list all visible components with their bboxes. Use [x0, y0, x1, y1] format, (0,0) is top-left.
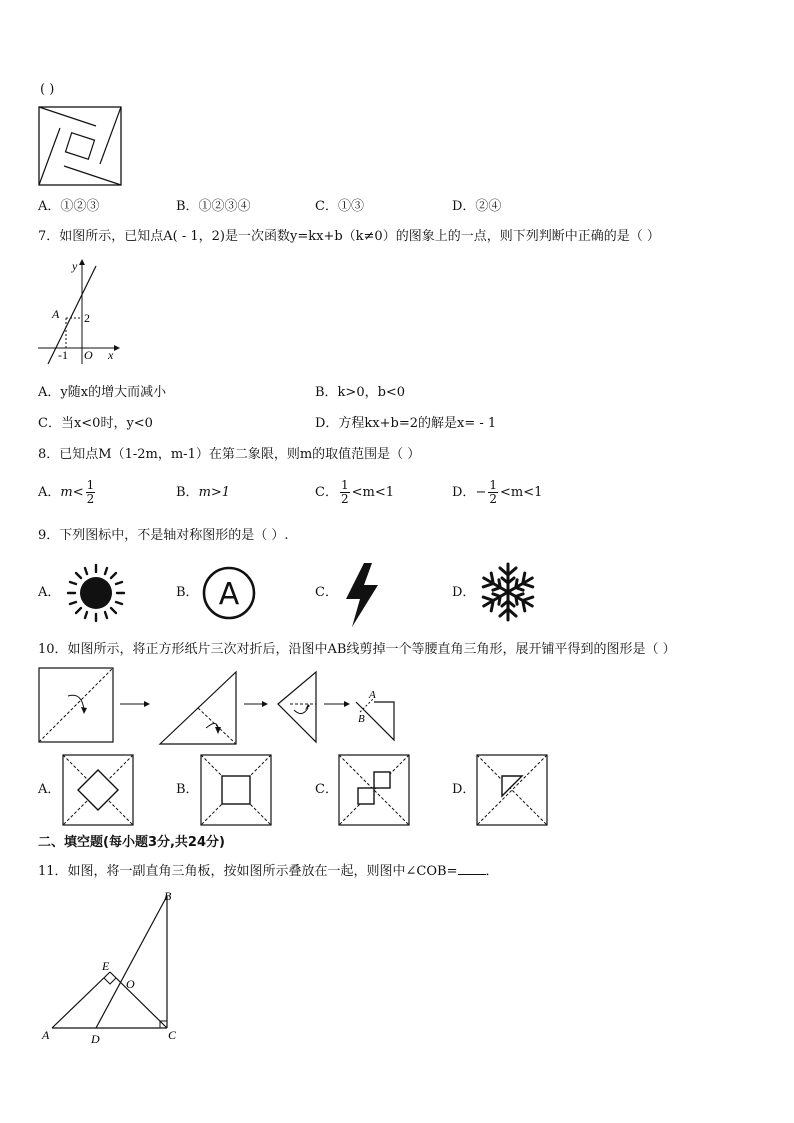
q10-option-d-figure[interactable]: [476, 754, 548, 826]
q8-option-d[interactable]: [452, 476, 542, 510]
q8-option-c[interactable]: [315, 476, 394, 510]
q7-graph-label-2: 2: [84, 311, 90, 325]
q10-fold-label-b: B: [358, 713, 365, 725]
q8-option-b-text: m>1: [198, 485, 231, 500]
q8-stem: 8．已知点M（1-2m，m-1）在第二象限，则m的取值范围是（ ）: [38, 447, 421, 462]
q9-option-d-label[interactable]: D．: [452, 585, 476, 600]
q10-option-c-label[interactable]: C．: [315, 782, 338, 797]
q8-option-b[interactable]: [176, 476, 230, 510]
q8-option-d-tail: <m<1: [499, 485, 543, 500]
q8-option-c-label: C．: [315, 485, 338, 500]
section-2-title: 二、填空题(每小题3分,共24分): [38, 835, 225, 850]
q11-point-d: D: [91, 1032, 100, 1046]
sun-icon[interactable]: [64, 563, 128, 623]
q6-option-c[interactable]: C．①③: [315, 199, 364, 214]
q8-option-c-tail: <m<1: [351, 485, 394, 500]
q8-option-d-fraction: $\frac{1}{2}$: [489, 478, 497, 506]
q8-option-a[interactable]: [38, 476, 97, 510]
q7-graph-label-y: y: [72, 259, 78, 273]
q10-stem: 10．如图所示，将正方形纸片三次对折后，沿图中AB线剪掉一个等腰直角三角形，展开铺平得到的图形是（ ）: [38, 642, 676, 657]
q8-option-c-fraction: $\frac{1}{2}$: [340, 478, 349, 506]
q11-point-o: O: [126, 977, 135, 991]
q10-option-b-label[interactable]: B．: [176, 782, 199, 797]
q8-option-d-label: D．: [452, 485, 476, 500]
q9-option-c-label[interactable]: C．: [315, 585, 338, 600]
q7-option-a[interactable]: A．y随x的增大而减小: [38, 385, 167, 400]
q11-point-e: E: [102, 959, 110, 973]
q11-stem: [38, 862, 499, 880]
q8-option-a-label: A．: [38, 485, 61, 500]
q10-option-b-figure[interactable]: [200, 754, 272, 826]
q11-point-a: A: [42, 1028, 50, 1042]
q6-answer-paren: ( ): [40, 82, 55, 97]
q7-graph-label-a: A: [52, 307, 60, 321]
q7-option-d[interactable]: D．方程kx+b=2的解是x= - 1: [315, 416, 497, 431]
q10-option-a-figure[interactable]: [62, 754, 134, 826]
snowflake-icon[interactable]: [476, 560, 540, 624]
q7-linear-function-graph: [36, 256, 122, 368]
q7-option-c[interactable]: C．当x<0时，y<0: [38, 416, 153, 431]
q11-stem-end: ．: [485, 864, 499, 879]
q10-option-d-label[interactable]: D．: [452, 782, 476, 797]
q10-option-a-label[interactable]: A．: [38, 782, 61, 797]
q7-graph-label-origin: O: [84, 348, 93, 362]
q6-pinwheel-square-figure: [38, 106, 122, 186]
q8-option-b-label: B．: [176, 485, 199, 500]
q11-set-squares-figure: [38, 886, 188, 1046]
q6-option-b[interactable]: B．①②③④: [176, 199, 251, 214]
q7-graph-label-neg1: -1: [58, 348, 68, 362]
q9-option-a-label[interactable]: A．: [38, 585, 61, 600]
q11-point-b: B: [164, 889, 172, 903]
q6-option-a[interactable]: A．①②③: [38, 199, 100, 214]
q6-option-d[interactable]: D．②④: [452, 199, 502, 214]
q10-option-c-figure[interactable]: [338, 754, 410, 826]
q8-option-a-fraction: $\frac{1}{2}$: [86, 478, 95, 506]
q11-answer-blank[interactable]: [458, 862, 486, 875]
circled-a-icon[interactable]: [200, 566, 258, 620]
lightning-bolt-icon[interactable]: [342, 563, 382, 627]
q10-fold-label-a: A: [369, 689, 376, 701]
q7-stem: 7．如图所示，已知点A( - 1，2)是一次函数y=kx+b（k≠0）的图象上的一点，则下列判断中正确的是（ ）: [38, 229, 660, 244]
q7-option-b[interactable]: B．k>0，b<0: [315, 385, 406, 400]
q8-option-a-var: m<: [60, 485, 84, 500]
q8-option-d-sign: −: [475, 485, 487, 500]
q11-stem-text: 11．如图，将一副直角三角板，按如图所示叠放在一起，则图中∠COB=: [38, 864, 458, 879]
q11-point-c: C: [168, 1028, 177, 1042]
circled-a-letter: A: [218, 577, 240, 612]
q10-folding-sequence-figure: [38, 666, 418, 748]
q7-graph-label-x: x: [108, 348, 114, 362]
q9-option-b-label[interactable]: B．: [176, 585, 199, 600]
q9-stem: 9．下列图标中，不是轴对称图形的是（ ）.: [38, 528, 289, 543]
